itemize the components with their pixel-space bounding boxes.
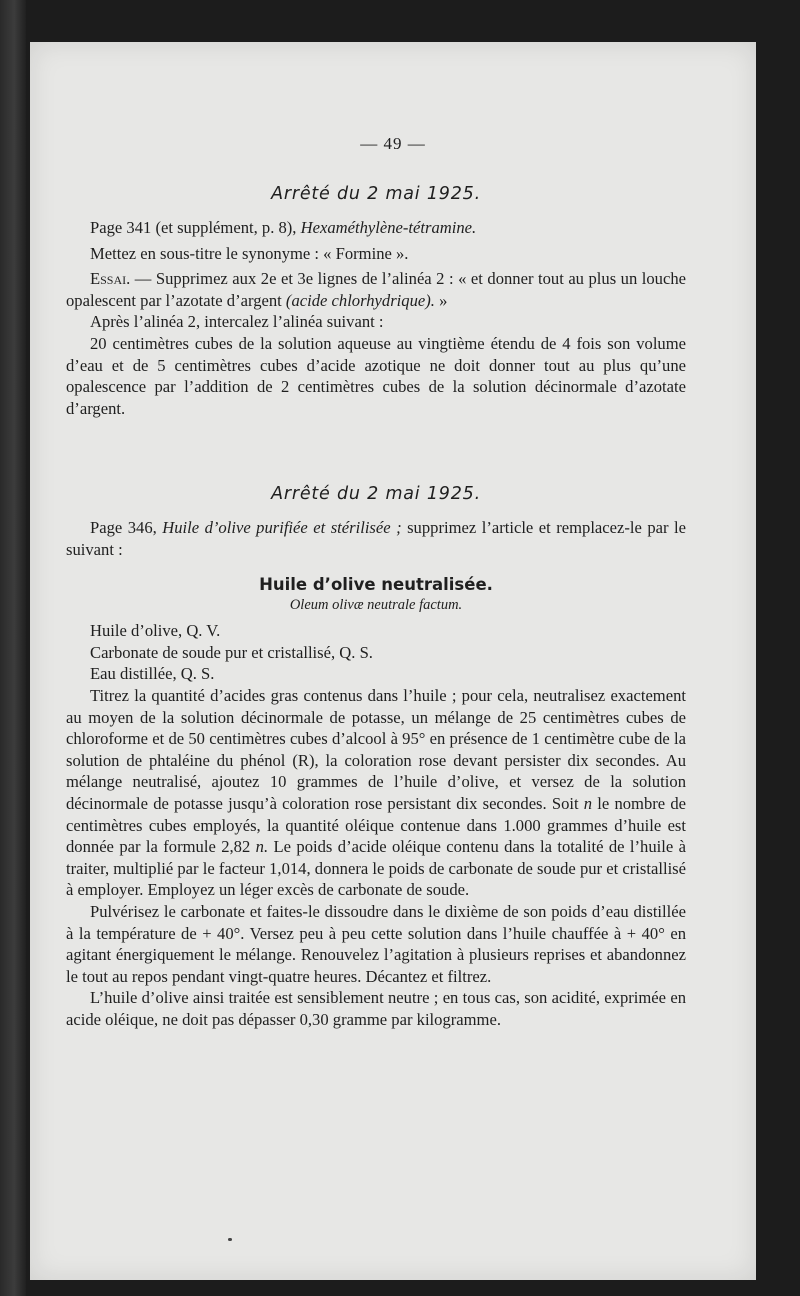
text: supprimez l’article et remplacez-le par le suivant : [66, 518, 687, 559]
previous-page-edge [0, 0, 26, 1296]
ingredient-item: Huile d’olive, Q. V. [90, 621, 221, 641]
paragraph: Après l’alinéa 2, intercalez l’alinéa suivant : [90, 312, 384, 332]
paragraph [66, 268, 686, 311]
italic-text: n [583, 793, 593, 813]
section-decree-2 [66, 482, 686, 1030]
italic-text: Hexaméthylène-tétramine. [300, 218, 477, 237]
italic-text: (acide chlorhydrique). [285, 290, 435, 310]
section-heading: Arrêté du 2 mai 1925. [271, 484, 481, 504]
paragraph: L’huile d’olive ainsi traitée est sensiblement neutre ; en tous cas, son acidité, exprimée en acide oléique, ne doit pas dépasser 0,30 gramme par kilogramme. [66, 988, 686, 1029]
section-heading: Arrêté du 2 mai 1925. [271, 184, 481, 204]
italic-text: n. [255, 837, 269, 857]
ink-speck [228, 1238, 232, 1241]
page-number: — 49 — [360, 134, 426, 153]
preparation-latin-name: Oleum olivæ neutrale factum. [289, 597, 463, 614]
text: — Supprimez aux 2e et 3e lignes de l’alinéa 2 : « et donner tout au plus un louche opalescent par l’azotate d’argent [66, 269, 686, 310]
text: Page 341 (et supplément, p. 8), [90, 218, 301, 237]
document-page [30, 42, 756, 1280]
preparation-title: Huile d’olive neutralisée. [259, 575, 493, 595]
small-caps-label: Essai. [90, 269, 131, 289]
ingredient-item: Carbonate de soude pur et cristallisé, Q. S. [90, 642, 373, 662]
text: Titrez la quantité d’acides gras contenus dans l’huile ; pour cela, neutralisez exactement au moyen de la solution décinormale de potasse, un mélange de 25 centimètres cubes de chloroforme et de 50 centimètres cubes d’alcool à 95° en présence de 1 centimètre cube de la solution de phtaléine du phénol (R), la coloration rose devant persister dix secondes. Au mélange neutralisé, ajoutez 10 grammes de l’huile d’olive, et versez de la solution décinormale de potasse jusqu’à coloration rose persistant dix secondes. Soit [66, 685, 686, 813]
text: » [434, 290, 448, 310]
italic-text: Huile d’olive purifiée et stérilisée ; [162, 518, 402, 537]
paragraph: 20 centimètres cubes de la solution aqueuse au vingtième étendu de 4 fois son volume d’eau et de 5 centimètres cubes d’acide azotique ne doit donner tout au plus qu’une opalescence par l’addition de 2 centimètres cubes de la solution décinormale d’azotate d’argent. [66, 333, 686, 418]
text: le nombre de centimètres cubes employés, la quantité oléique contenue dans 1.000 grammes d’huile est donnée par la formule 2,82 [66, 793, 686, 857]
section-decree-1 [66, 182, 686, 419]
paragraph [66, 217, 686, 239]
paragraph [66, 685, 686, 901]
paragraph: Pulvérisez le carbonate et faites-le dissoudre dans le dixième de son poids d’eau distillée à la température de + 40°. Versez peu à peu cette solution dans l’huile chauffée à + 40° en agitant énergiquement le mélange. Renouvelez l’agitation à plusieurs reprises et abandonnez le tout au repos pendant vingt-quatre heures. Décantez et filtrez. [66, 901, 686, 986]
text: Le poids d’acide oléique contenu dans la totalité de l’huile à traiter, multiplié par le facteur 1,014, donnera le poids de carbonate de soude pur et cristallisé à employer. Employez un léger excès de carbonate de soude. [66, 837, 686, 900]
paragraph [66, 517, 686, 560]
text: Page 346, [90, 518, 163, 537]
paragraph: Mettez en sous-titre le synonyme : « Formine ». [90, 243, 409, 263]
ingredient-item: Eau distillée, Q. S. [90, 664, 215, 684]
